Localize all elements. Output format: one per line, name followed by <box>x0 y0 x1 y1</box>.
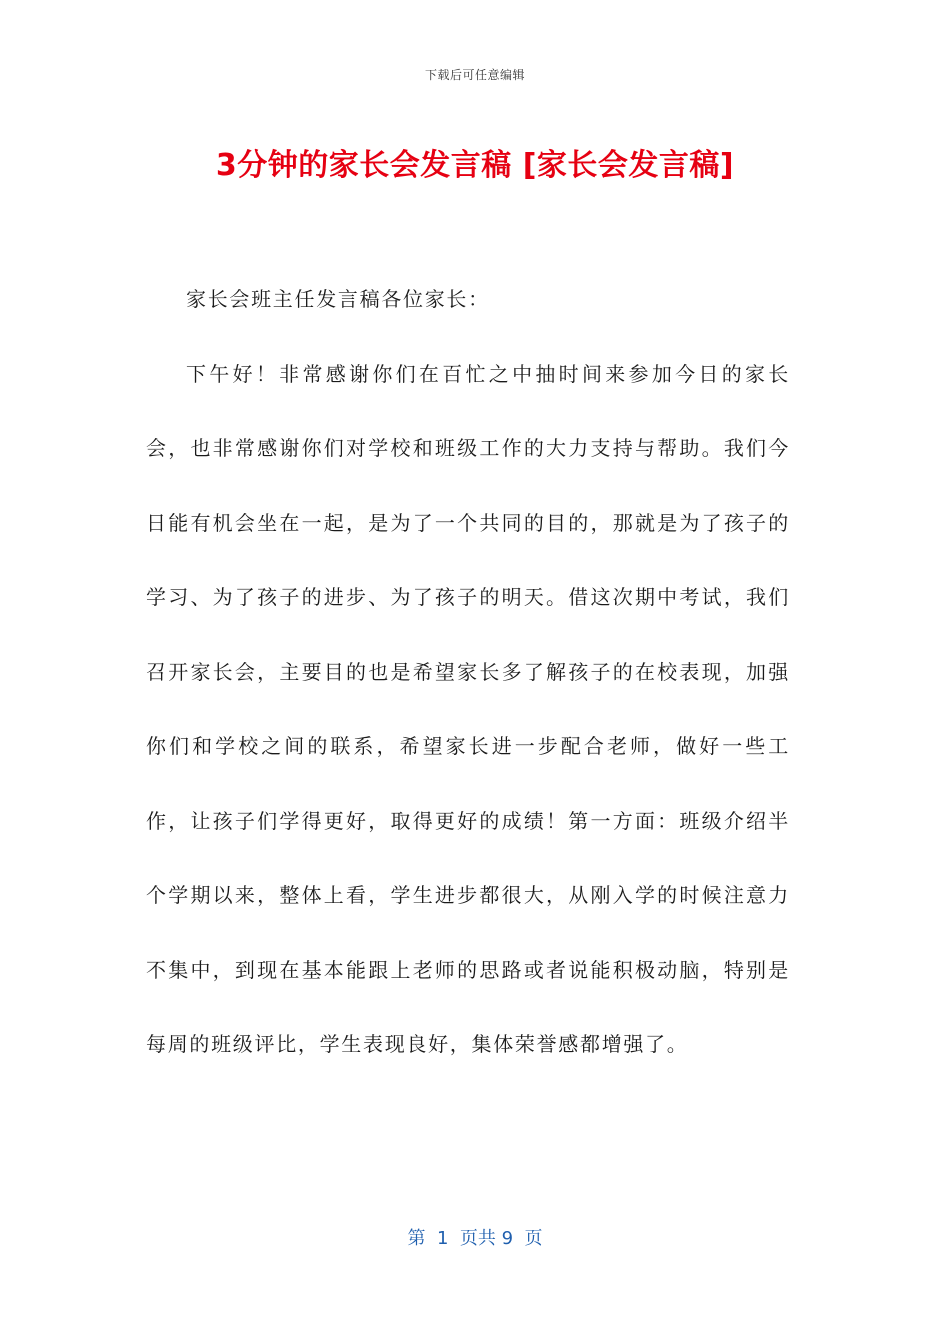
document-body <box>146 262 790 1082</box>
download-note: 下载后可任意编辑 <box>424 68 525 82</box>
paragraph-greeting: 家长会班主任发言稿各位家长： <box>186 287 490 311</box>
document-title: 3分钟的家长会发言稿 [家长会发言稿] <box>215 148 735 183</box>
page-number: 第 1 页共 9 页 <box>407 1228 543 1249</box>
paragraph-main: 下午好！非常感谢你们在百忙之中抽时间来参加今日的家长会，也非常感谢你们对学校和班级工作的大力支持与帮助。我们今日能有机会坐在一起，是为了一个共同的目的，那就是为了孩子的学习、为了孩子的进步、为了孩子的明天。借这次期中考试，我们召开家长会，主要目的也是希望家长多了解孩子的在校表现，加强你们和学校之间的联系，希望家长进一步配合老师，做好一些工作，让孩子们学得更好，取得更好的成绩！第一方面：班级介绍半个学期以来，整体上看，学生进步都很大，从刚入学的时候注意力不集中，到现在基本能跟上老师的思路或者说能积极动脑，特别是每周的班级评比，学生表现良好，集体荣誉感都增强了。 <box>146 361 790 1056</box>
